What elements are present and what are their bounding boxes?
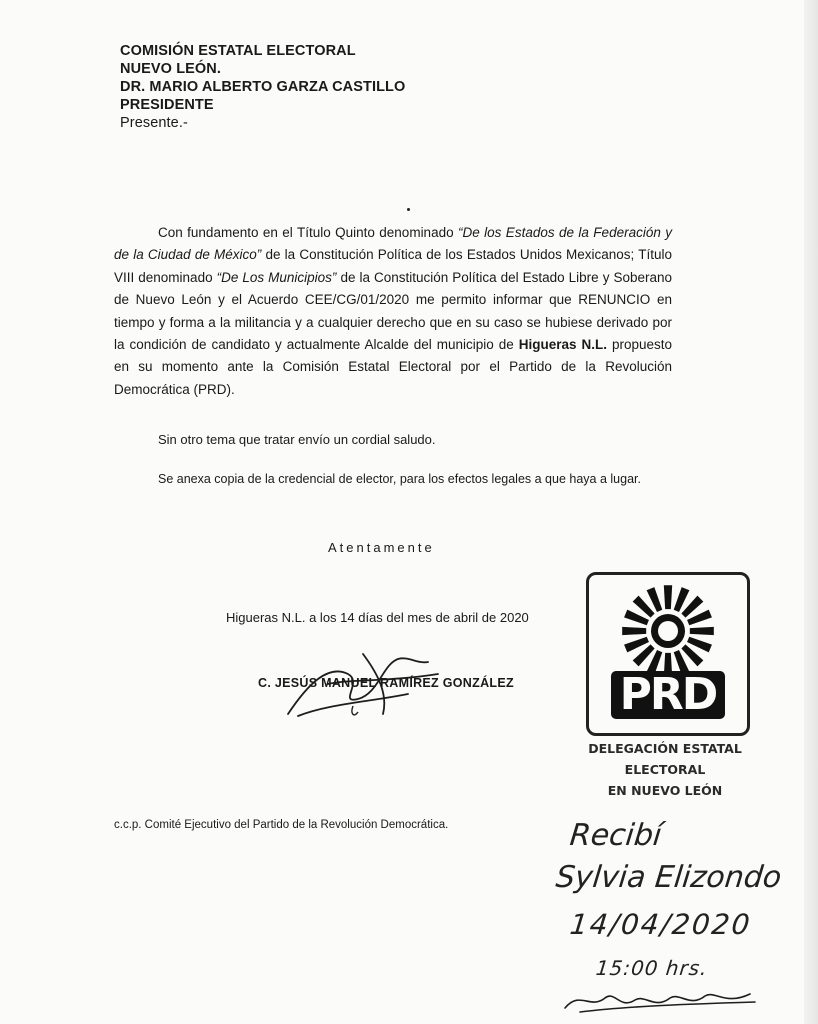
- addressee-line: NUEVO LEÓN.: [120, 61, 221, 77]
- greeting-line: Sin otro tema que tratar envío un cordial saludo.: [158, 432, 436, 447]
- body-text-italic: “De Los Municipios”: [216, 269, 337, 285]
- body-text-run: de la Constitución Política de los Estados Unidos Mexicanos; Título VIII denominado: [114, 247, 672, 285]
- sun-ray: [690, 627, 714, 635]
- receiver-signature: [560, 980, 760, 1020]
- addressee-line: PRESIDENTE: [120, 97, 214, 113]
- handwritten-name: Sylvia Elizondo: [554, 860, 784, 895]
- handwritten-time: 15:00 hrs.: [594, 956, 709, 980]
- stamp-caption-line: EN NUEVO LEÓN: [607, 783, 723, 798]
- stamp-caption-line: DELEGACIÓN ESTATAL: [588, 741, 742, 756]
- stamp-logo-text: PRD: [619, 669, 717, 720]
- place-date: Higueras N.L. a los 14 días del mes de abril de 2020: [226, 610, 529, 625]
- body-text-run: propuesto en su momento ante la Comisión Estatal Electoral por el Partido de la Revolución Democrática (PRD).: [114, 337, 672, 397]
- handwritten-date: 14/04/2020: [568, 908, 754, 941]
- body-text-run: de la Constitución Política del Estado Libre y Soberano de Nuevo León y el Acuerdo CEE/CG/01/2020 me permito informar que RENUNCIO en tiempo y forma a la militancia y a cualquier derecho que en su caso se hubiese derivado por la condición de candidato y actualmente Alcalde del municipio de: [114, 269, 673, 353]
- sun-ray: [664, 585, 672, 609]
- body-text-bold: Higueras N.L.: [518, 337, 607, 353]
- stamp-caption: [570, 738, 760, 801]
- addressee-line: COMISIÓN ESTATAL ELECTORAL: [120, 43, 356, 59]
- body-paragraph: [114, 222, 672, 401]
- annex-line: Se anexa copia de la credencial de elector, para los efectos legales a que haya a lugar.: [158, 472, 641, 486]
- sun-ray: [622, 627, 646, 635]
- atentamente: Atentamente: [328, 540, 435, 555]
- ccp-line: c.c.p. Comité Ejecutivo del Partido de la Revolución Democrática.: [114, 819, 449, 831]
- addressee-block: [120, 42, 405, 132]
- stray-dot: [407, 208, 410, 211]
- prd-stamp: [586, 572, 750, 736]
- body-text-italic: “De los Estados de la Federación y de la Ciudad de México”: [114, 225, 673, 263]
- scan-edge: [804, 0, 818, 1024]
- signer-name: C. JESÚS MANUEL RAMÍREZ GONZÁLEZ: [258, 676, 514, 690]
- stamp-caption-line: ELECTORAL: [624, 762, 706, 777]
- salutation: Presente.-: [120, 115, 188, 131]
- body-text-run: Con fundamento en el Título Quinto denominado: [158, 225, 458, 240]
- addressee-line: DR. MARIO ALBERTO GARZA CASTILLO: [120, 79, 406, 95]
- handwritten-received: Recibí: [568, 818, 664, 853]
